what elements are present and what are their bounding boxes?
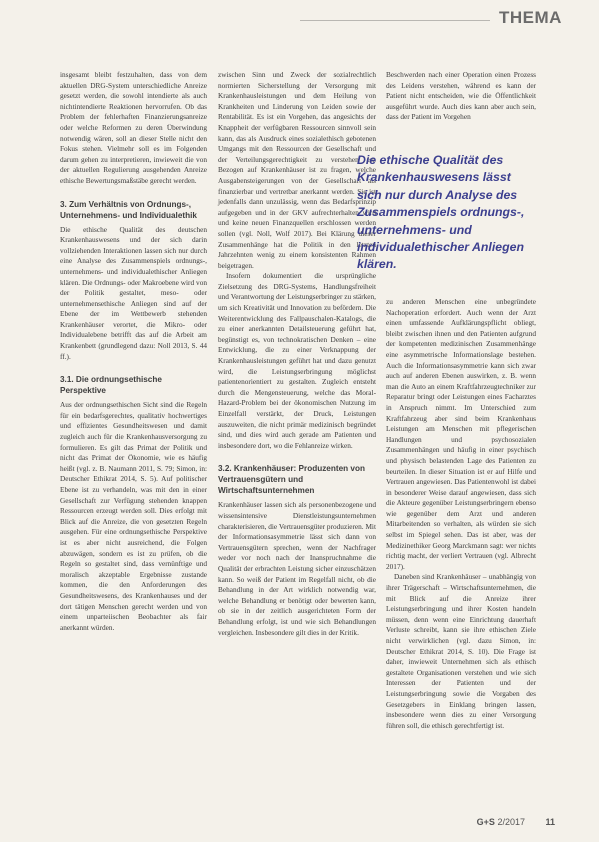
paragraph: Insofern dokumentiert die ursprüngliche Zielsetzung des DRG-Systems, Handlungsfreiheit und Verantwortung der Leistungserbringer zu stärken, um sich Kreativität und Innovation zu befördern. Die Weiterentwicklung des Fallpauschalen-Katalogs, die zu einer anerkannten Detailsteuerung geführt hat, begünstigt es, von technokratischen Denken – eine Entwicklung, die zu einer Verknappung der Krankenhausleistungen geführt hat und dazu genutzt wird, die Leistungserbringung möglichst patientenorientiert zu gestalten. Zugleich entsteht durch die Mengensteuerung, welche das Moral-Hazard-Problem bei der ökonomischen Nutzung im Einzelfall verstärkt, der Druck, Leistungen auszuweiten, die nicht primär medizinisch begründet sind, und dies wird auch gerade am Patienten und insbesondere dort, wo die Fehlanreize wirken. — [218, 271, 376, 450]
pull-quote: Die ethische Qualität des Krankenhauswesens lässt sich nur durch Analyse des Zusammenspiels ordnungs-, unternehmens- und individualethischer Anliegen klären. — [357, 153, 525, 272]
header-rule — [300, 20, 490, 21]
section-heading: 3. Zum Verhältnis von Ordnungs-, Unternehmens- und Individualethik — [60, 199, 197, 220]
paragraph: zwischen Sinn und Zweck der sozialrechtlich normierten Sicherstellung der Versorgung mit Krankenhausleistungen und dem Heilung von Krankheiten und Linderung von Leiden sowie der Rentabilität. Es ist ein Vorgehen, das angesichts der Knappheit der verfügbaren Ressourcen sinnvoll sein kann, das als Ausdruck eines sozialethisch gebotenen Umgangs mit den Ressourcen der Gesellschaft und der Verteilungsgerechtigkeit zu verstehen ist. Bezogen auf Krankenhäuser ist zu fragen, welche Ausgabensteigerungen von der Gesellschaft als finanzierbar und vertretbar anerkannt werden. Sie ist jedenfalls dann unzulässig, wenn das Bedarfsprinzip aufgegeben und in der GKV aufrechterhalten wird und keine neuen Finanzquellen erschlossen werden sollen (vgl. Noll, Wolf 2017). Bei Klärung dieser Zusammenhänge hat die Politik in den letzten Jahrzehnten wenig zu einem konsistenten Rahmen beigetragen. — [218, 70, 376, 270]
paragraph: Aus der ordnungsethischen Sicht sind die Regeln für ein bedarfsgerechtes, qualitativ hochwertiges und effizientes Gesundheitswesen und damit zugleich auch für die Krankenhausversorgung zu formulieren. Es gilt das Primat der Politik und nicht das Primat der Ökonomie, wie es häufig heißt (vgl. z. B. Naumann 2011, S. 79; Simon, in: Deutscher Ethikrat 2014, S. 5). Auf politischer Ebene ist zu verhandeln, was mit den in einer Gesellschaft zur Verfügung stehenden knappen Ressourcen erzeugt werden soll. Dies erfolgt mit Blick auf die Anreize, die von gesetzten Regeln ausgehen. Für eine ordnungsethische Perspektive ist es aber nicht ausreichend, die Folgen abzuwägen, sondern es ist zu prüfen, ob die Regeln so gestaltet sind, dass vernünftige und moralisch akzeptable Ergebnisse zustande kommen, die den Anforderungen des Gesundheitswesens, des Krankenhauses und der dort tätigen Menschen gerecht werden und von einem unparteiischen Beobachter als fair anerkannt würden. — [60, 400, 207, 632]
section-label: THEMA — [499, 8, 562, 27]
subsection-heading: 3.2. Krankenhäuser: Produzenten von Vertrauensgütern und Wirtschaftsunternehmen — [218, 464, 365, 496]
page-number: 11 — [545, 817, 555, 827]
subsection-heading: 3.1. Die ordnungsethische Perspektive — [60, 375, 162, 396]
paragraph: zu anderen Menschen eine unbegründete Nachoperation erfordert. Auch wenn der Arzt einen umfassende Aufklärungspflicht obliegt, bleibt zwischen ihnen und den Patienten aufgrund der kompetenten medizinischen Zusammenhänge eine asymmetrische Informationslage bestehen. Auch die Informationsasymmetrie kann sich zwar auch auf anderen Ebenen auswirken, z. B. wenn man die Auto an einem Kraftfahrzeugtechniker zur Reparatur bringt oder Leistungen eines Facharztes in Anspruch nimmt. Im Unterschied zum Kraftfahrzeug aber sind beim Krankenhaus Leistungen am Menschen mit pflegerischen Handlungen und psychosozialen Zusammenhängen und häufig in einer psychisch und physisch belastenden Lage des Patienten zu beurteilen. In dieser Situation ist er auf Hilfe und Vertrauen angewiesen. Das Patientenwohl ist dabei in besonderer Weise darauf angewiesen, dass sich die Akteure gegenüber Leistungserbringern ebenso wie gegenüber dem Arzt und anderen Mitarbeitenden so verhalten, als würden sie sich selbst im Spiegel sehen. Das ist aber, was der Medizinethiker Georg Marckmann sagt: wer nichts richtig macht, der verliert Vertrauen (vgl. Albrecht 2017). — [386, 297, 536, 571]
paragraph: Daneben sind Krankenhäuser – unabhängig von ihrer Trägerschaft – Wirtschaftsunternehmen, die mit Blick auf die Anreize ihrer Leistungserbringung und ihrer Kosten handeln müssen, denn wenn eine Einrichtung dauerhaft Verluste schreibt, kann sie ihre ethischen Ziele nicht verwirklichen (vgl. dazu Simon, in: Deutscher Ethikrat 2014, S. 10). Die Frage ist daher, inwieweit Unternehmen sich als ethisch gestaltete Organisationen verstehen und wie sich Interessen der Patienten und der Leistungserbringung sowie die Vorgaben des Gesetzgebers in Einklang bringen lassen, insbesondere wenn dies zu einer Versorgung führen soll, die ethisch gerechtfertigt ist. — [386, 572, 536, 730]
page-footer — [477, 817, 555, 827]
column-2 — [218, 70, 376, 638]
column-3-bottom — [386, 297, 536, 731]
paragraph: Die ethische Qualität des deutschen Krankenhauswesens und der sich darin vollziehenden Interaktionen lassen sich nur durch eine Analyse des Zusammenspiels ordnungs-, unternehmens- und individualethischer Anliegen klären. Die Ordnungs- oder Makroebene wird von der Politik gestaltet, meso- oder unternehmensethische Anliegen sind auf der Ebene der im Wettbewerb stehenden Krankenhäuser verortet, die Mikro- oder Individualebene betrifft das auf die Arbeit am Krankenbett (grundlegend dazu: Noll 2013, S. 44 ff.). — [60, 224, 207, 361]
paragraph: Beschwerden nach einer Operation einen Prozess des Leidens verstehen, während es kann der Patient nicht entscheiden, wie die Öffentlichkeit ausgeführt wurde. Auch dies kann aber auch sein, dass der Patient im Vorgehen — [386, 70, 536, 122]
column-3-top — [386, 70, 536, 123]
issue-number: 2/2017 — [497, 817, 525, 827]
column-1 — [60, 70, 207, 633]
journal-name: G+S — [476, 817, 495, 827]
paragraph: insgesamt bleibt festzuhalten, dass von dem aktuellen DRG-System unterschiedliche Anreize gesetzt werden, die sowohl intendierte als auch nichtintendierte Reaktionen hervorrufen. Ob das Problem der fehlerhaften Finanzierungsanreize oder welche Reformen zu deren Überwindung notwendig wären, soll an dieser Stelle nicht den Fokus stehen. Vielmehr soll es im Folgenden darum gehen zu interpretieren, inwieweit die von der aktuellen Regulierung ausgehenden Anreize ethische Bewertungsmaßstäbe gerecht werden. — [60, 70, 207, 185]
paragraph: Krankenhäuser lassen sich als personenbezogene und wissensintensive Dienstleistungsunternehmen charakterisieren, die Vertrauensgüter produzieren. Mit der Informationsasymmetrie lässt sich dann von Vertrauensgütern sprechen, wenn der Nachfrager weder vor noch nach der Inanspruchnahme die Qualität der erbrachten Leistung sicher einzuschätzen kann. So weiß der Patient im Regelfall nicht, ob die Behandlung in der Art wirklich notwendig war, welche Behandlung er benötigt oder bewerten kann, ob sie in der zeitlich ausgerichteten Form der Behandlung erfolgt, ist und wie sich Behandlungen vergleichen. Insbesondere gilt dies in der Kritik. — [218, 500, 376, 637]
